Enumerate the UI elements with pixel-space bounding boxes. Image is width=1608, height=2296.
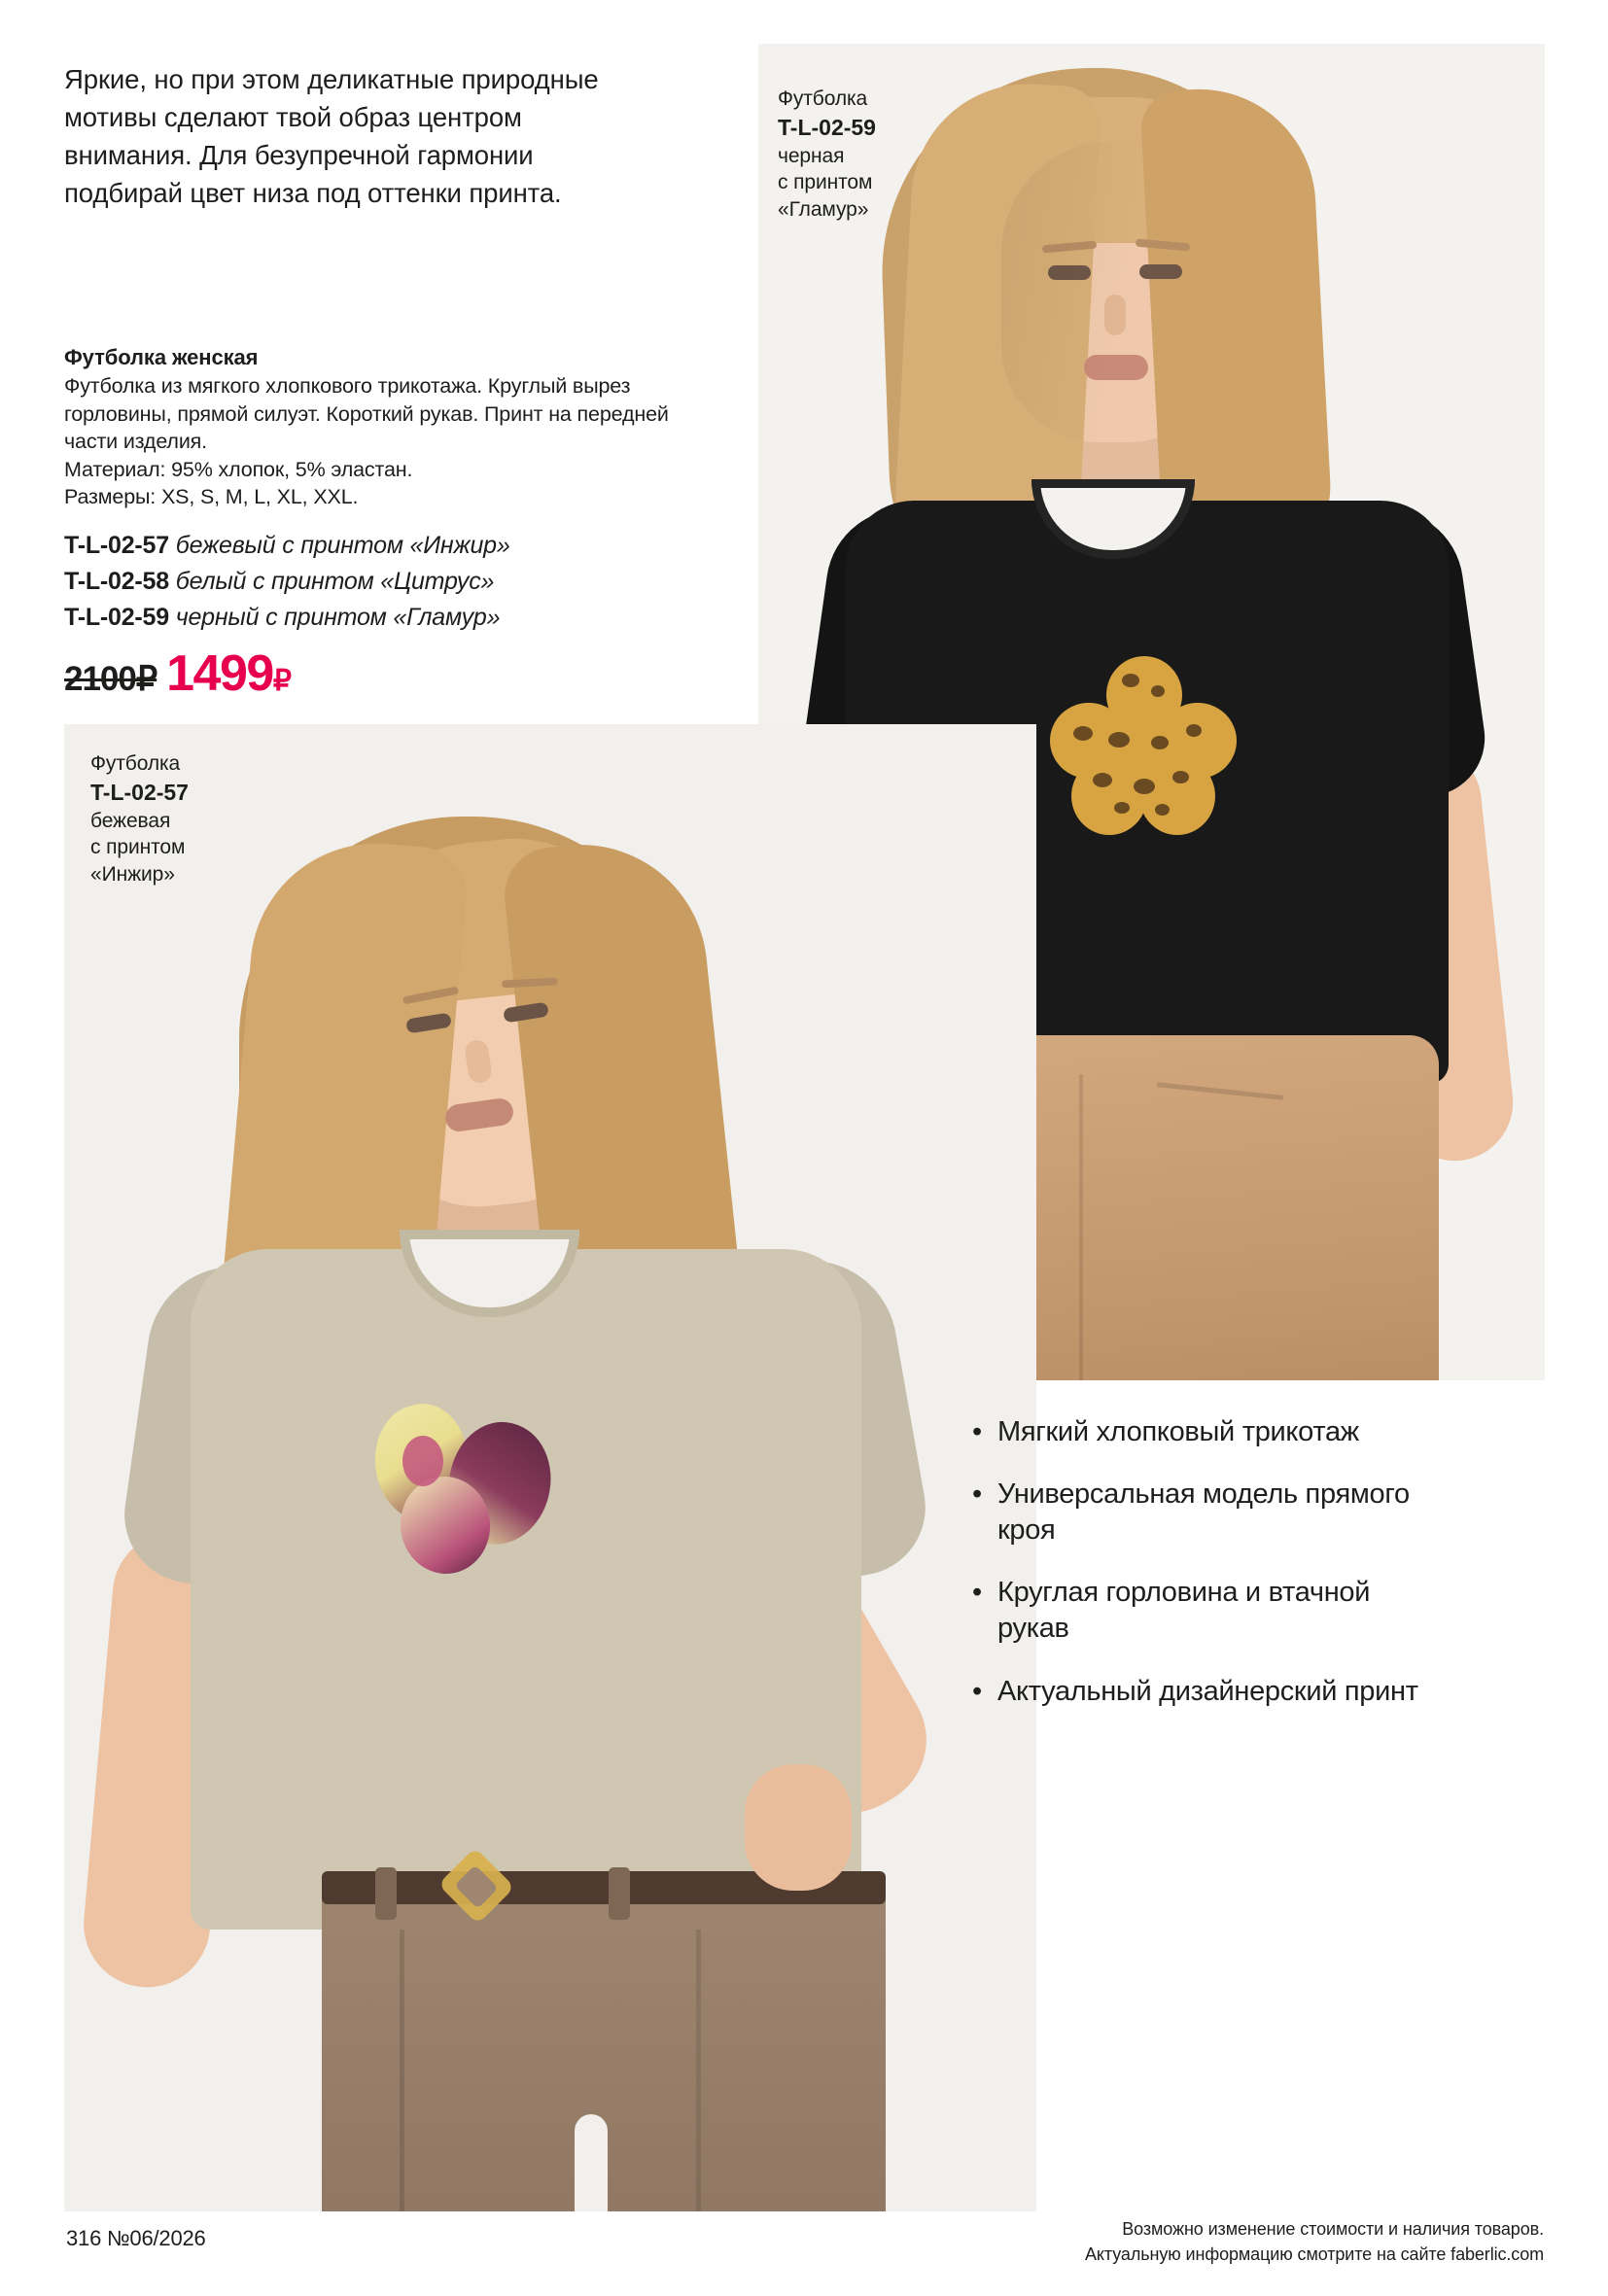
product-material: Материал: 95% хлопок, 5% эластан. <box>64 457 413 481</box>
page-number: 316 <box>66 2226 102 2250</box>
shorts-pleat-left <box>400 1930 404 2211</box>
caption-line1: бежевая <box>90 809 171 832</box>
caption-code: T-L-02-59 <box>778 114 876 140</box>
intro-paragraph: Яркие, но при этом деликатные природные мотивы сделают твой образ центром внимания. Для безупречной гармонии подбирай цвет низа под оттенки принта. <box>64 64 599 209</box>
belt-loop-right <box>609 1867 630 1920</box>
caption-label: Футболка <box>778 87 868 110</box>
bullet-icon: • <box>972 1577 982 1609</box>
product-sizes: Размеры: XS, S, M, L, XL, XXL. <box>64 485 359 509</box>
product-description-block <box>64 345 686 702</box>
feature-item <box>972 1575 1429 1647</box>
product-title: Футболка женская <box>64 345 259 369</box>
price-row <box>64 644 686 702</box>
fig-fruit-print <box>356 1395 570 1580</box>
bullet-icon: • <box>972 1416 982 1447</box>
skirt-seam <box>1079 1074 1083 1380</box>
disclaimer-line-2: Актуальную информацию смотрите на сайте faberlic.com <box>1085 2244 1544 2265</box>
footer-disclaimer <box>1085 2216 1544 2267</box>
feature-text: Мягкий хлопковый трикотаж <box>997 1416 1359 1447</box>
variant-row <box>64 528 686 564</box>
bullet-icon: • <box>972 1675 982 1707</box>
caption-line2: с принтом <box>90 836 186 859</box>
old-price: 2100₽ <box>64 659 157 698</box>
footer-page-info <box>66 2226 206 2251</box>
new-price <box>166 644 291 702</box>
caption-code: T-L-02-57 <box>90 779 189 805</box>
model-hand-right <box>745 1764 852 1891</box>
feature-item <box>972 1674 1429 1710</box>
variant-code: T-L-02-58 <box>64 567 169 595</box>
caption-line2: с принтом <box>778 171 873 194</box>
feature-text: Круглая горловина и втачной рукав <box>997 1577 1371 1645</box>
feature-text: Актуальный дизайнерский принт <box>997 1675 1418 1707</box>
feature-item <box>972 1414 1429 1450</box>
caption-label: Футболка <box>90 752 181 775</box>
variant-name: черный с принтом «Гламур» <box>175 603 501 631</box>
caption-line3: «Инжир» <box>90 863 175 887</box>
variant-code: T-L-02-57 <box>64 531 169 559</box>
caption-line3: «Гламур» <box>778 198 869 222</box>
new-price-value: 1499 <box>166 644 273 702</box>
shorts-pleat-right <box>696 1930 701 2211</box>
photo-caption-beige-tee <box>90 750 189 888</box>
disclaimer-line-1: Возможно изменение стоимости и наличия товаров. <box>1122 2219 1544 2239</box>
variant-code: T-L-02-59 <box>64 603 169 631</box>
caption-line1: черная <box>778 144 845 167</box>
variant-name: бежевый с принтом «Инжир» <box>175 531 510 559</box>
face-shading <box>1001 141 1225 442</box>
variant-row <box>64 600 686 636</box>
product-variants <box>64 528 686 636</box>
feature-item <box>972 1477 1429 1548</box>
variant-name: белый с принтом «Цитрус» <box>175 567 495 595</box>
shorts-inseam-gap <box>575 2114 608 2211</box>
feature-list <box>972 1414 1429 1736</box>
issue-number: №06/2026 <box>107 2226 206 2250</box>
belt-loop-left <box>375 1867 397 1920</box>
bullet-icon: • <box>972 1478 982 1511</box>
photo-illustration-bottom <box>64 724 1036 2211</box>
currency-symbol: ₽ <box>272 664 291 697</box>
photo-caption-black-tee <box>778 86 876 224</box>
product-photo-beige-tee <box>64 724 1036 2211</box>
leopard-flower-print <box>1050 656 1235 841</box>
variant-row <box>64 564 686 600</box>
feature-text: Универсальная модель прямого кроя <box>997 1478 1410 1547</box>
product-description: Футболка из мягкого хлопкового трикотажа. Круглый вырез горловины, прямой силуэт. Короткий рукав. Принт на передней части изделия. <box>64 374 669 454</box>
